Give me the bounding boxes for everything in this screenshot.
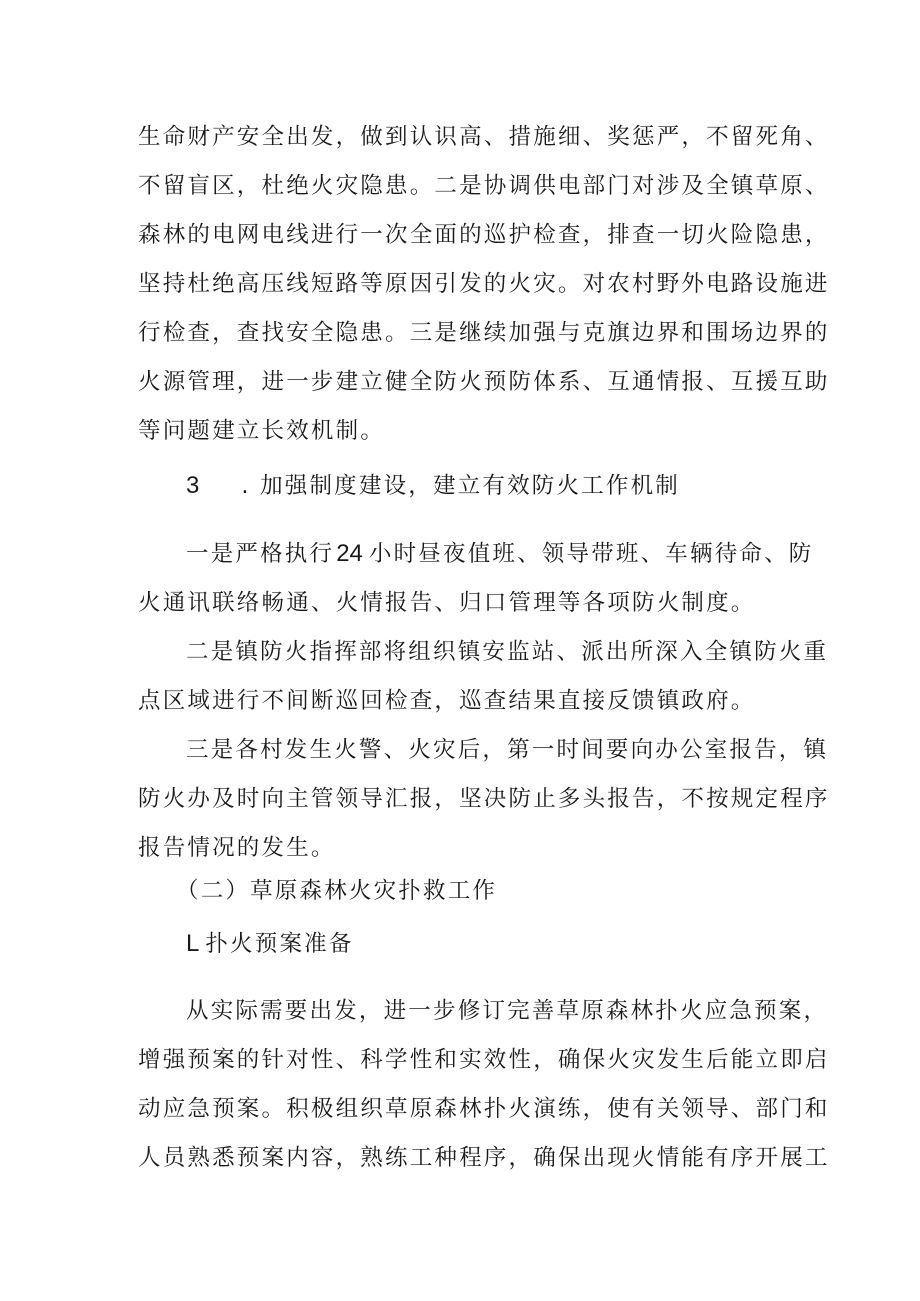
para3-line-1: 二是镇防火指挥部将组织镇安监站、派出所深入全镇防火重	[186, 639, 829, 665]
para1-line-2: 不留盲区，杜绝火灾隐患。二是协调供电部门对涉及全镇草原、	[138, 173, 830, 199]
para2-line-1	[186, 539, 814, 569]
para2-rest: 小时昼夜值班、领导带班、车辆待命、防	[368, 541, 814, 567]
para4-line-3: 报告情况的发生。	[138, 835, 336, 861]
heading-3-text: . 加强制度建设，建立有效防火工作机制	[241, 473, 680, 499]
para1-line-5: 行检查，查找安全隐患。三是继续加强与克旗边界和围场边界的	[138, 320, 830, 346]
para1-line-1: 生命财产安全出发，做到认识高、措施细、奖惩严，不留死角、	[138, 124, 830, 150]
para1-line-7: 等问题建立长效机制。	[138, 418, 386, 444]
heading-3	[186, 471, 680, 501]
para4-line-1: 三是各村发生火警、火灾后，第一时间要向办公室报告，镇	[186, 737, 829, 763]
para3-line-2: 点区域进行不间断巡回检查，巡查结果直接反馈镇政府。	[138, 688, 756, 714]
para2-number: 24	[336, 540, 363, 567]
heading-3-number: 3	[186, 472, 200, 499]
para5-line-1: 从实际需要出发，进一步修订完善草原森林扑火应急预案，	[186, 998, 829, 1024]
para1-line-4: 坚持杜绝高压线短路等原因引发的火灾。对农村野外电路设施进	[138, 271, 830, 297]
para1-line-3: 森林的电网电线进行一次全面的巡护检查，排查一切火险隐患，	[138, 222, 830, 248]
para5-line-3: 动应急预案。积极组织草原森林扑火演练，使有关领导、部门和	[138, 1096, 830, 1122]
para2-line-2: 火通讯联络畅通、火情报告、归口管理等各项防火制度。	[138, 590, 756, 616]
para4-line-2: 防火办及时向主管领导汇报，坚决防止多头报告，不按规定程序	[138, 786, 830, 812]
heading-l-mark: L	[186, 930, 200, 957]
heading-l	[186, 929, 354, 959]
section-heading-2: （二）草原森林火灾扑救工作	[176, 878, 498, 904]
para2-prefix: 一是严格执行	[186, 541, 335, 567]
para1-line-6: 火源管理，进一步建立健全防火预防体系、互通情报、互援互助	[138, 369, 830, 395]
heading-l-text: 扑火预案准备	[205, 931, 354, 957]
para5-line-2: 增强预案的针对性、科学性和实效性，确保火灾发生后能立即启	[138, 1047, 830, 1073]
para5-line-4: 人员熟悉预案内容，熟练工种程序，确保出现火情能有序开展工	[138, 1145, 830, 1171]
